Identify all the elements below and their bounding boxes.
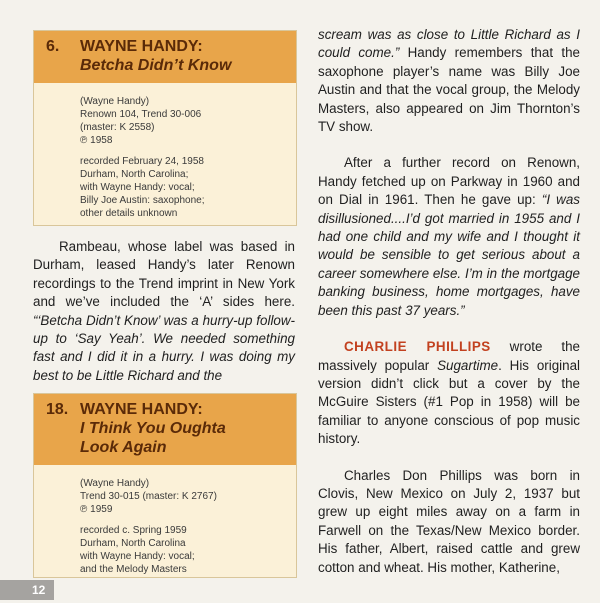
paragraph xyxy=(318,154,580,320)
track-song-title: Betcha Didn’t Know xyxy=(80,57,232,74)
session-line: and the Melody Masters xyxy=(80,564,187,575)
track-header xyxy=(34,31,296,83)
credit-line: (master: K 2558) xyxy=(80,122,155,133)
right-body-text xyxy=(318,26,580,577)
track-song-title: I Think You Oughta xyxy=(80,420,226,437)
track-header xyxy=(34,394,296,465)
paragraph xyxy=(318,338,580,448)
left-body-text xyxy=(33,238,295,385)
text-run: . His original version didn’t click but a cover by the McGuire Sisters (#1 Pop in 1958) will be familiar to anyone conscious of pop music history. xyxy=(318,357,580,447)
track-number: 6. xyxy=(46,38,60,55)
paragraph: Charles Don Phillips was born in Clovis, New Mexico on July 2, 1937 but grew up eight miles away on a farm in Farwell on the Texas/New Mexico border. His father, Albert, raised cattle and grew cotton and wheat. His mother, Katherine, xyxy=(318,467,580,575)
quote-text: “I was disillusioned....I’d got married in 1955 and I had one child and my wife and I thought it would be sensible to get serious about a career somewhere else. I’m in the mortgage banking business, home mortgages, have been this past 37 years.” xyxy=(318,192,580,318)
track-details xyxy=(34,83,296,230)
credit-line: ℗ 1958 xyxy=(80,135,113,146)
quote-text: “‘Betcha Didn’t Know’ was a hurry-up follow-up to ‘Say Yeah’. We needed something fast and I did it in a hurry. I was doing my best to be Little Richard and the xyxy=(33,312,295,383)
session-line: with Wayne Handy: vocal; xyxy=(80,182,195,193)
session-line: with Wayne Handy: vocal; xyxy=(80,551,195,562)
track-artist: WAYNE HANDY: xyxy=(80,38,203,55)
track-song-title: Look Again xyxy=(80,439,167,456)
session-line: other details unknown xyxy=(80,208,178,219)
session-line: Durham, North Carolina; xyxy=(80,169,189,180)
text-run: Handy remembers that the saxophone player’s name was Billy Joe Austin and that the vocal group, the Melody Masters, also appeared on Jim Thornton’s TV show. xyxy=(318,45,580,135)
paragraph xyxy=(318,26,580,136)
track-number: 18. xyxy=(46,401,69,418)
credit-line: (Wayne Handy) xyxy=(80,478,150,489)
song-title: Sugartime xyxy=(437,357,499,373)
page-number: 12 xyxy=(0,580,54,600)
session-line: Billy Joe Austin: saxophone; xyxy=(80,195,205,206)
artist-name: CHARLIE PHILLIPS xyxy=(344,339,491,355)
credit-line: ℗ 1959 xyxy=(80,504,113,515)
text-run: After a further record on Renown, Handy fetched up on Parkway in 1960 and on Dial in 1961. Then he gave up: xyxy=(318,155,580,208)
quote-text: scream was as close to Little Richard as I could come.” xyxy=(318,27,580,61)
paragraph xyxy=(33,238,295,385)
text-run: wrote the massively popular xyxy=(318,339,580,373)
text-run: Rambeau, whose label was based in Durham, leased Handy’s later Renown recordings to the Trend imprint in New York and we’ve included the ‘A’ sides here. xyxy=(33,239,295,310)
track-box-6 xyxy=(33,30,297,226)
credit-line: Trend 30-015 (master: K 2767) xyxy=(80,491,217,502)
track-title xyxy=(46,37,288,56)
track-title xyxy=(46,400,288,419)
credit-line: (Wayne Handy) xyxy=(80,96,150,107)
session-line: recorded c. Spring 1959 xyxy=(80,525,187,536)
track-details xyxy=(34,465,296,586)
credit-line: Renown 104, Trend 30-006 xyxy=(80,109,202,120)
session-line: recorded February 24, 1958 xyxy=(80,156,204,167)
track-artist: WAYNE HANDY: xyxy=(80,401,203,418)
session-line: Durham, North Carolina xyxy=(80,538,186,549)
track-box-18 xyxy=(33,393,297,578)
